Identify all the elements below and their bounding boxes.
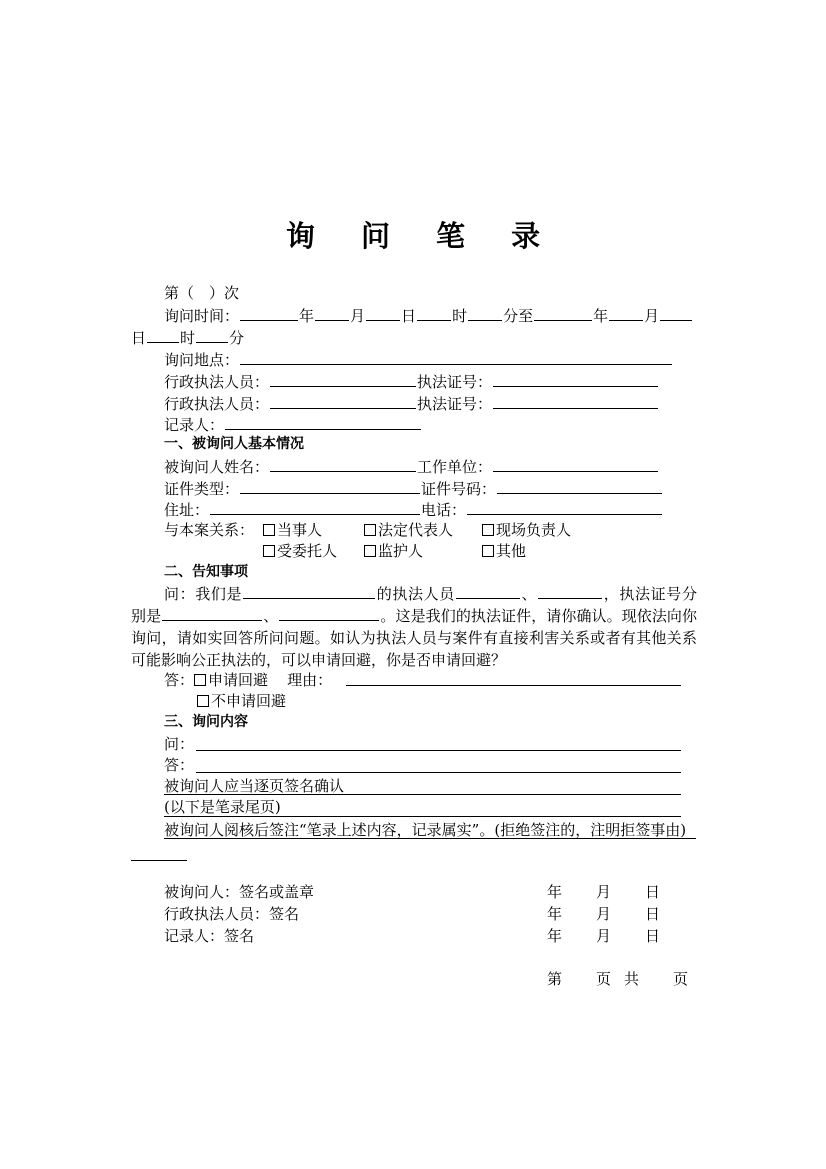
sign-each-page-note: 被询问人应当逐页签名确认 (164, 777, 345, 795)
officer-2-field[interactable] (270, 393, 416, 409)
name-row (164, 456, 659, 476)
id-row (164, 478, 663, 498)
officer-1-cert-field[interactable] (493, 371, 658, 387)
day-text: 日 (645, 927, 661, 945)
day-text: 日 (131, 329, 147, 347)
start-day-field[interactable] (366, 305, 400, 321)
section-1-heading: 一、被询问人基本情况 (164, 436, 304, 452)
work-label: 工作单位： (417, 458, 493, 476)
tail-page-note: (以下是笔录尾页) (164, 798, 281, 816)
end-day-field[interactable] (660, 305, 692, 321)
relation-legal-rep[interactable] (364, 520, 453, 540)
signature-date (547, 926, 660, 946)
checkbox-icon[interactable] (364, 545, 376, 557)
answer-label: 答： (164, 671, 195, 689)
reason-label: 理由： (287, 671, 333, 689)
relation-text: 受委托人 (277, 542, 338, 560)
page-unit-text: 页 (596, 970, 612, 988)
recorder-label: 记录人： (164, 416, 225, 434)
name-field[interactable] (270, 456, 416, 472)
notice-text: 分别是 (131, 585, 697, 625)
inquiry-time-label: 询问时间： (164, 307, 240, 325)
notice-text: 。这是我们的执法证件，请你确认。现依法向你询问，请如实回答所问问题。如认为执法人员与案件有直接利害关系或者有其他关系可能影响公正执法的，可以申请回避，你是否申请回避？ (131, 607, 697, 669)
inquiry-time-row-cont (131, 327, 244, 347)
page-text: 第 (547, 970, 563, 988)
cert-a-field[interactable] (162, 605, 262, 621)
notice-text: ，执法证号 (603, 585, 682, 603)
inquiry-place-field[interactable] (240, 349, 672, 365)
agency-field[interactable] (243, 583, 375, 599)
ruled-line (164, 816, 681, 817)
address-label: 住址： (164, 501, 210, 519)
start-year-field[interactable] (240, 305, 298, 321)
signature-date (547, 882, 660, 902)
id-type-field[interactable] (240, 478, 420, 494)
start-minute-field[interactable] (468, 305, 502, 321)
year-text: 年 (593, 307, 609, 325)
hour-text: 时 (180, 329, 196, 347)
checkbox-icon[interactable] (482, 524, 494, 536)
ruled-line (164, 794, 681, 795)
recorder-field[interactable] (225, 414, 421, 430)
answer-line[interactable] (196, 772, 681, 773)
officer-b-field[interactable] (538, 583, 602, 599)
end-year-field[interactable] (534, 305, 592, 321)
cert-b-field[interactable] (279, 605, 379, 621)
checkbox-icon[interactable] (194, 674, 206, 686)
address-field[interactable] (210, 499, 420, 515)
ruled-line (131, 860, 187, 861)
address-row (164, 499, 663, 519)
relation-text: 法定代表人 (378, 521, 454, 539)
page-counter (547, 969, 688, 989)
minute-text: 分 (229, 329, 245, 347)
day-text: 日 (645, 905, 661, 923)
relation-entrusted[interactable] (263, 541, 337, 561)
signature-date (547, 904, 660, 924)
notice-text: 的执法人员 (376, 585, 455, 603)
answer-content-label: 答： (164, 756, 195, 774)
apply-text: 申请回避 (208, 671, 269, 689)
total-unit-text: 页 (673, 970, 689, 988)
id-type-label: 证件类型： (164, 480, 240, 498)
id-no-field[interactable] (497, 478, 662, 494)
inquiry-round: 第（ ）次 (164, 284, 240, 302)
officer-signature-label: 行政执法人员：签名 (164, 905, 300, 923)
relation-text: 当事人 (277, 521, 323, 539)
day-text: 日 (401, 307, 417, 325)
phone-label: 电话： (421, 501, 467, 519)
officer-label: 行政执法人员： (164, 373, 270, 391)
officer-row-1 (164, 371, 659, 391)
notice-text: 、 (263, 607, 279, 625)
page-title: 询 问 笔 录 (285, 219, 559, 253)
checkbox-icon[interactable] (197, 695, 209, 707)
relation-text: 现场负责人 (496, 521, 572, 539)
end-minute-field[interactable] (196, 327, 228, 343)
ruled-line (164, 838, 696, 839)
not-apply-option[interactable] (197, 691, 286, 711)
relation-guardian[interactable] (364, 541, 423, 561)
checkbox-icon[interactable] (263, 524, 275, 536)
end-month-field[interactable] (609, 305, 643, 321)
end-hour-field[interactable] (147, 327, 179, 343)
question-line[interactable] (196, 750, 681, 751)
phone-field[interactable] (467, 499, 662, 515)
hour-text: 时 (452, 307, 468, 325)
day-text: 日 (645, 883, 661, 901)
cert-label: 执法证号： (417, 373, 493, 391)
checkbox-icon[interactable] (364, 524, 376, 536)
relation-party[interactable] (263, 520, 322, 540)
section-2-heading: 二、告知事项 (164, 564, 248, 580)
inquiry-place-row (164, 349, 673, 369)
month-text: 月 (350, 307, 366, 325)
month-text: 月 (644, 307, 660, 325)
month-text: 月 (596, 883, 612, 901)
officer-a-field[interactable] (456, 583, 520, 599)
officer-label: 行政执法人员： (164, 395, 270, 413)
inquiry-place-label: 询问地点： (164, 351, 240, 369)
name-label: 被询问人姓名： (164, 458, 270, 476)
inquiry-time-row (164, 305, 693, 325)
notice-paragraph (131, 583, 697, 671)
officer-2-cert-field[interactable] (493, 393, 658, 409)
question-label: 问： (164, 735, 195, 753)
start-month-field[interactable] (315, 305, 349, 321)
checkbox-icon[interactable] (263, 545, 275, 557)
month-text: 月 (596, 905, 612, 923)
relation-text: 其他 (496, 542, 527, 560)
year-text: 年 (547, 927, 563, 945)
reason-field[interactable] (346, 670, 681, 686)
minute-to-text: 分至 (503, 307, 534, 325)
recorder-signature-label: 记录人：签名 (164, 927, 255, 945)
notice-text: 问：我们是 (164, 585, 243, 603)
recorder-row (164, 414, 422, 434)
officer-1-field[interactable] (270, 371, 416, 387)
cert-label: 执法证号： (417, 395, 493, 413)
answer-row (164, 670, 332, 690)
not-apply-text: 不申请回避 (211, 692, 287, 710)
total-text: 共 (624, 970, 640, 988)
relation-site-manager[interactable] (482, 520, 571, 540)
interviewee-signature-label: 被询问人：签名或盖章 (164, 883, 315, 901)
confirmation-note: 被询问人阅核后签注“笔录上述内容，记录属实”。(拒绝签注的，注明拒签事由) (164, 821, 687, 839)
relation-other[interactable] (482, 541, 526, 561)
notice-text: 、 (520, 585, 538, 603)
year-text: 年 (299, 307, 315, 325)
relation-label: 与本案关系： (164, 521, 255, 539)
start-hour-field[interactable] (417, 305, 451, 321)
checkbox-icon[interactable] (482, 545, 494, 557)
section-3-heading: 三、询问内容 (164, 714, 248, 730)
year-text: 年 (547, 883, 563, 901)
work-field[interactable] (493, 456, 658, 472)
month-text: 月 (596, 927, 612, 945)
officer-row-2 (164, 393, 659, 413)
relation-text: 监护人 (378, 542, 424, 560)
year-text: 年 (547, 905, 563, 923)
id-no-label: 证件号码： (421, 480, 497, 498)
